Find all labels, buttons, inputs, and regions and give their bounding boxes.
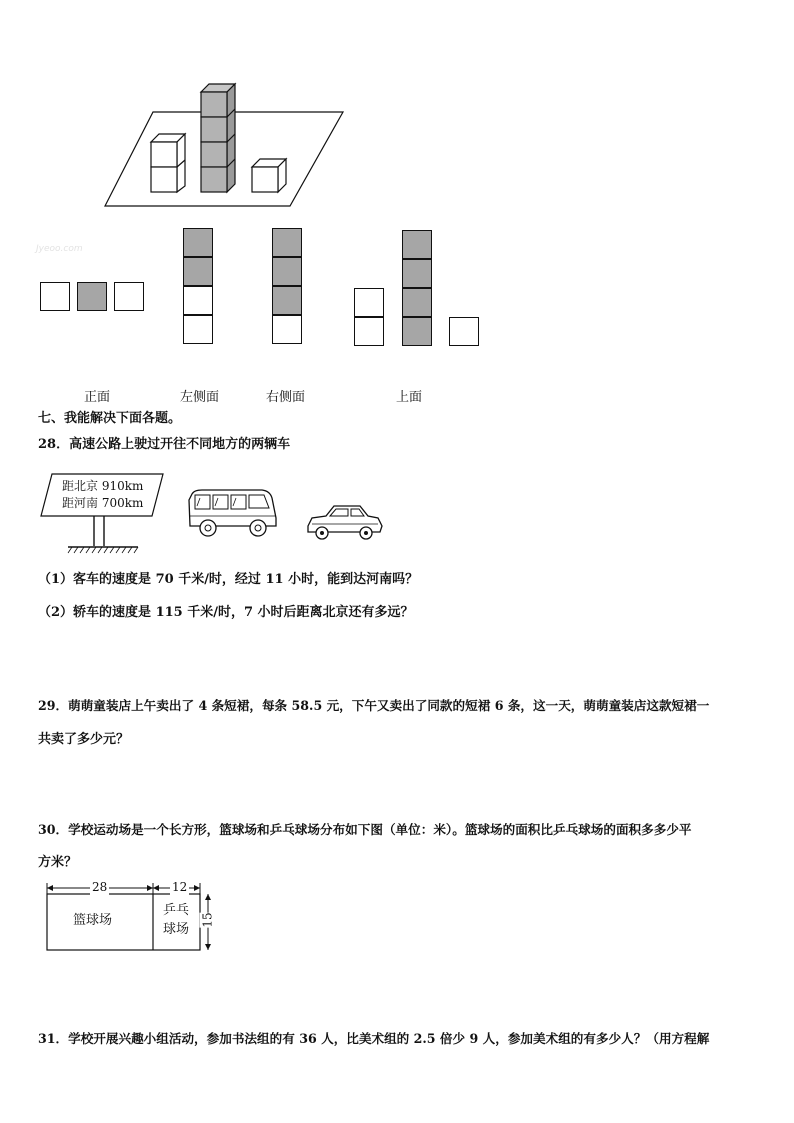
pingpong-court-label-line2: 球场 [163,922,190,937]
field-height-label: 15 [200,912,215,928]
top-view-label: 上面 [396,390,423,405]
q28-title: 28．高速公路上驶过开往不同地方的两辆车 [38,437,291,452]
q30-line2: 方米？ [38,855,78,870]
right-view-square-4 [272,315,302,344]
basketball-width-label: 28 [92,880,108,894]
front-view-square-3 [114,282,144,311]
front-view-square-1 [40,282,70,311]
left-view-square-1 [183,228,213,257]
top-view-col2-square-2 [402,259,432,288]
car-icon [304,500,384,546]
q29-line2: 共卖了多少元？ [38,732,130,747]
right-view-square-3 [272,286,302,315]
left-view-label: 左侧面 [180,390,220,405]
left-view-square-2 [183,257,213,286]
top-view-col3-square-1 [449,317,479,346]
q28-part1: （1）客车的速度是 70 千米/时，经过 11 小时，能到达河南吗？ [38,572,419,587]
left-view-square-4 [183,315,213,344]
pingpong-width-label: 12 [172,880,188,894]
watermark-text: Jyeoo.com [36,244,83,254]
front-view-label: 正面 [84,390,111,405]
right-view-square-1 [272,228,302,257]
sign-line-beijing: 距北京 910km [62,479,144,493]
right-view-label: 右侧面 [266,390,306,405]
basketball-court-label: 篮球场 [73,913,113,928]
q29-line1: 29．萌萌童装店上午卖出了 4 条短裙，每条 58.5 元，下午又卖出了同款的短裙 6 条，这一天，萌萌童装店这款短裙一 [38,698,710,713]
section-heading: 七、我能解决下面各题。 [38,411,182,426]
q30-line1: 30．学校运动场是一个长方形，篮球场和乒乓球场分布如下图（单位：米）。篮球场的面积比乒乓球场的面积多多少平 [38,822,692,837]
right-view-square-2 [272,257,302,286]
cube-arrangement-figure [100,80,350,212]
front-view-square-2 [77,282,107,311]
q31-line1: 31．学校开展兴趣小组活动，参加书法组的有 36 人，比美术组的 2.5 倍少 9 人，参加美术组的有多少人？（用方程解 [38,1031,710,1046]
bus-icon [186,488,280,540]
top-view-col2-square-3 [402,288,432,317]
sign-line-henan: 距河南 700km [62,496,144,510]
top-view-col1-square-1 [354,288,384,317]
q28-part2: （2）轿车的速度是 115 千米/时，7 小时后距离北京还有多远？ [38,605,414,620]
top-view-col1-square-2 [354,317,384,346]
sports-field-diagram [40,878,220,954]
top-view-col2-square-1 [402,230,432,259]
top-view-col2-square-4 [402,317,432,346]
pingpong-court-label-line1: 乒乓 [163,903,190,918]
left-view-square-3 [183,286,213,315]
